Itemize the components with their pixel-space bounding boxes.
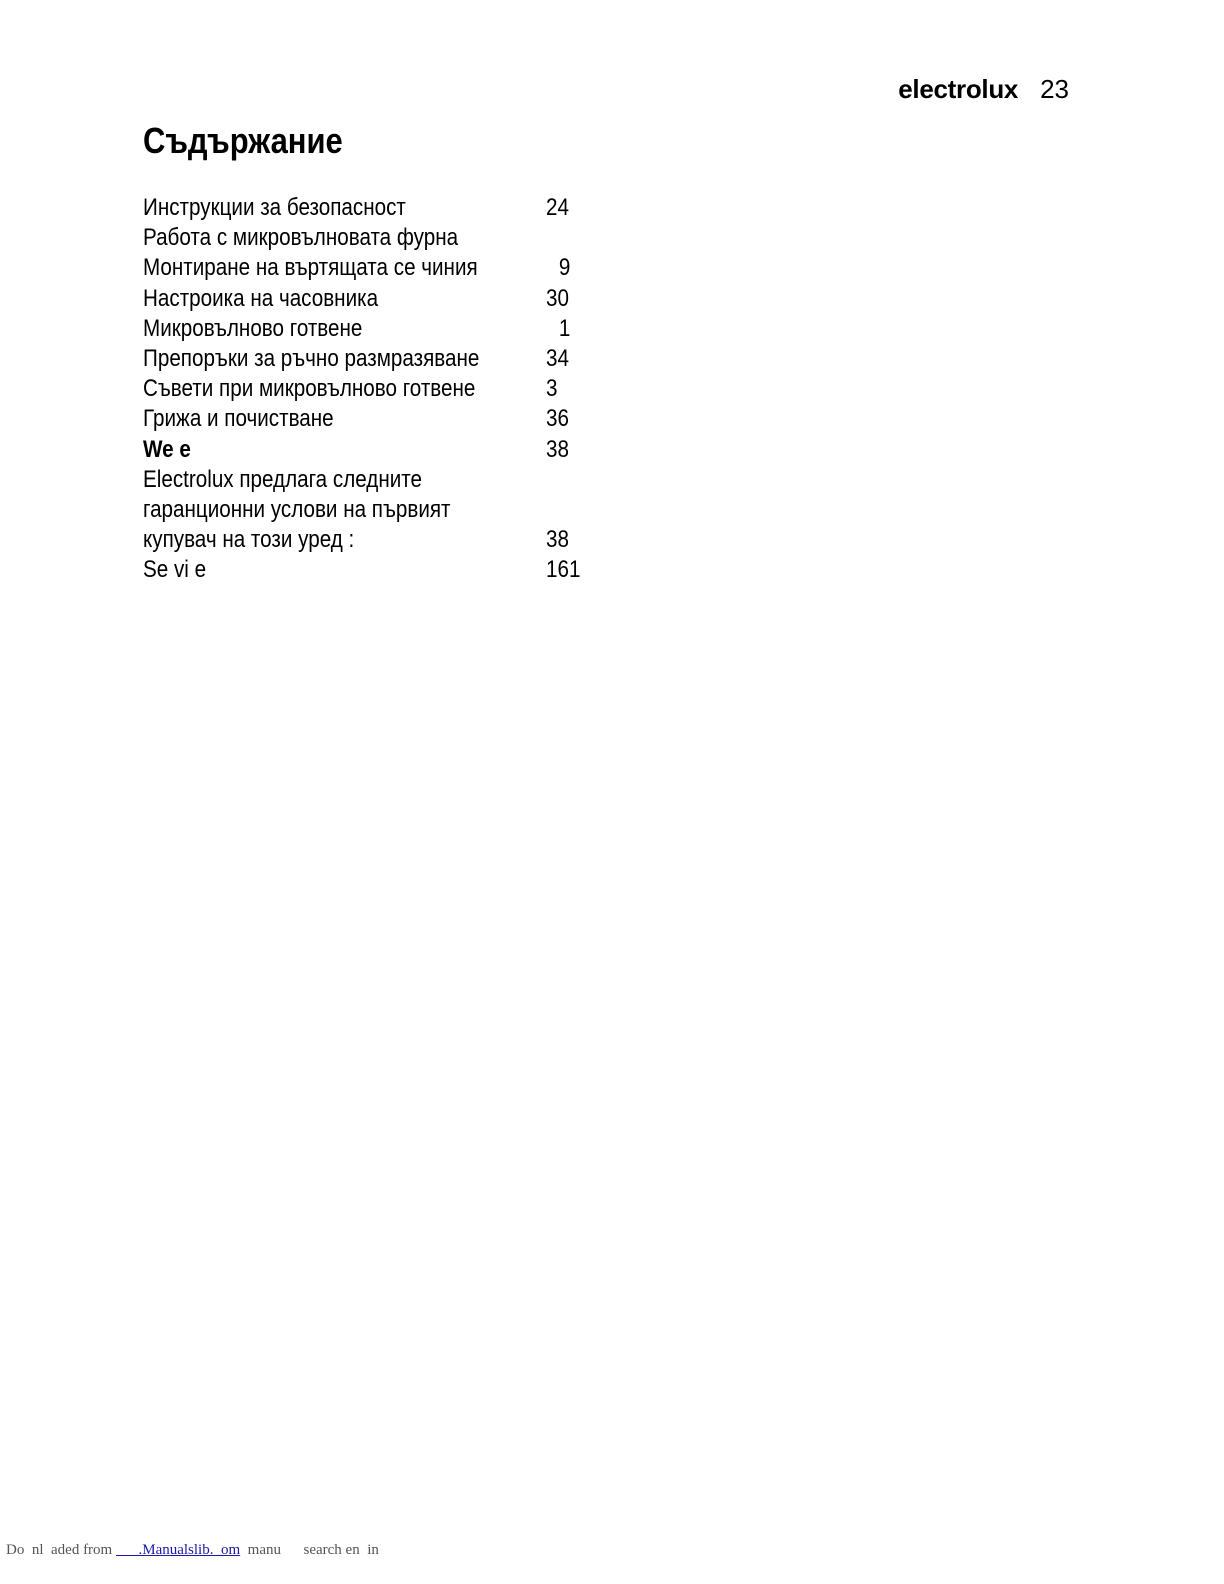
footer-prefix: Do nl aded from xyxy=(6,1542,116,1558)
toc-entry-label: купувач на този уред : xyxy=(143,526,355,554)
table-of-contents xyxy=(143,193,623,585)
toc-entry-label: Инструкции за безопасност xyxy=(143,194,406,221)
toc-entry-label: We e xyxy=(143,435,191,463)
page-title: Съдържание xyxy=(143,120,343,161)
toc-entry[interactable] xyxy=(143,193,623,223)
toc-entry-label: Работа с микровълновата фурна xyxy=(143,224,459,252)
brand-name: electrolux xyxy=(898,74,1019,104)
toc-entry-page: 38 xyxy=(546,526,569,554)
toc-entry[interactable] xyxy=(143,525,623,555)
toc-entry-label: Electrolux предлага следните xyxy=(143,465,422,493)
page-number: 23 xyxy=(1040,74,1069,104)
toc-entry-page: 1 xyxy=(558,314,570,342)
toc-entry-label: гаранционни услови на първият xyxy=(143,495,451,523)
toc-entry-page: 9 xyxy=(558,254,570,282)
download-footer xyxy=(6,1542,379,1559)
toc-entry[interactable] xyxy=(143,435,623,465)
toc-entry-page: 30 xyxy=(546,284,569,312)
toc-entry-label: Se vi e xyxy=(143,556,207,584)
toc-entry-page: 161 xyxy=(546,556,581,584)
manualslib-link[interactable]: .Manualslib. om xyxy=(115,1542,241,1558)
toc-entry[interactable] xyxy=(143,465,623,495)
toc-entry-page: 24 xyxy=(546,194,569,221)
toc-entry-label: Грижа и почистване xyxy=(143,405,334,433)
toc-entry-page: 38 xyxy=(546,435,569,463)
toc-entry-label: Съвети при микровълново готвене xyxy=(143,375,476,403)
toc-entry[interactable] xyxy=(143,223,623,253)
toc-entry[interactable] xyxy=(143,284,623,314)
toc-entry-label: Микровълново готвене xyxy=(143,314,363,342)
toc-entry[interactable] xyxy=(143,314,623,344)
toc-entry[interactable] xyxy=(143,344,623,374)
toc-entry[interactable] xyxy=(143,374,623,404)
toc-entry[interactable] xyxy=(143,404,623,434)
running-header xyxy=(898,74,1069,105)
toc-entry[interactable] xyxy=(143,555,623,585)
toc-entry-label: Монтиране на въртящата се чиния xyxy=(143,254,478,282)
toc-entry-page: 36 xyxy=(546,405,569,433)
toc-entry-label: Препоръки за ръчно размразяване xyxy=(143,344,480,372)
toc-entry-page: 34 xyxy=(546,344,569,372)
toc-entry[interactable] xyxy=(143,253,623,283)
toc-entry-page: 3 xyxy=(546,375,558,403)
toc-entry-label: Настроика на часовника xyxy=(143,284,379,312)
toc-entry[interactable] xyxy=(143,495,623,525)
footer-suffix: manu search en in xyxy=(240,1542,379,1558)
